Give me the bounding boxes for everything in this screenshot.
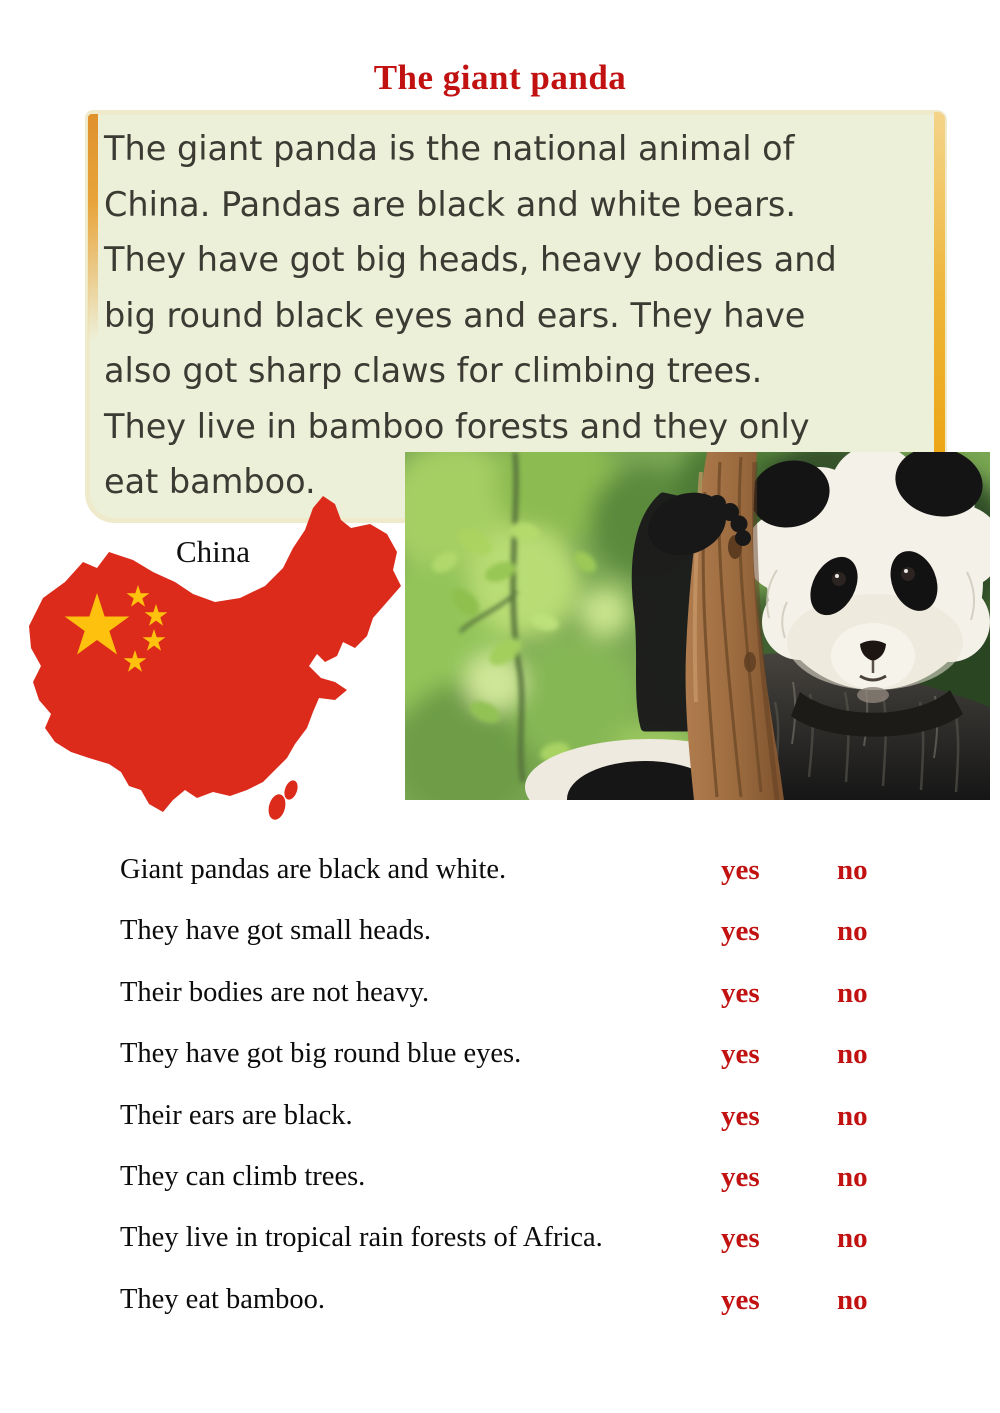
question-text: They live in tropical rain forests of Africa.	[120, 1222, 603, 1254]
question-row	[120, 1034, 920, 1095]
page-title: The giant panda	[373, 58, 627, 97]
china-map-label: China	[176, 534, 251, 569]
answer-no[interactable]: no	[837, 1283, 868, 1316]
answer-yes[interactable]: yes	[721, 1038, 760, 1071]
question-row	[120, 911, 920, 972]
questions-list	[120, 850, 920, 1341]
passage-line: eat bamboo.	[104, 462, 316, 501]
question-text: They have got small heads.	[120, 915, 432, 947]
question-text: They eat bamboo.	[120, 1283, 325, 1315]
question-row	[120, 1218, 920, 1279]
hainan-island	[266, 792, 288, 820]
question-text: Giant pandas are black and white.	[120, 854, 507, 885]
question-row	[120, 850, 920, 911]
answer-no[interactable]: no	[837, 1099, 868, 1132]
answer-yes[interactable]: yes	[721, 1099, 760, 1132]
answer-no[interactable]: no	[837, 854, 868, 886]
question-row	[120, 1096, 920, 1157]
answer-yes[interactable]: yes	[721, 1160, 760, 1193]
question-text: They have got big round blue eyes.	[120, 1038, 522, 1070]
passage-line: They live in bamboo forests and they only	[104, 406, 810, 446]
answer-yes[interactable]: yes	[721, 915, 760, 948]
passage-line: China. Pandas are black and white bears.	[104, 184, 797, 224]
answer-yes[interactable]: yes	[721, 854, 760, 886]
passage-line: also got sharp claws for climbing trees.	[104, 351, 763, 390]
passage-line: The giant panda is the national animal of	[104, 129, 795, 168]
question-row	[120, 973, 920, 1034]
answer-no[interactable]: no	[837, 915, 868, 948]
passage-line: They have got big heads, heavy bodies and	[104, 240, 837, 279]
question-row	[120, 1157, 920, 1218]
taiwan-island	[282, 779, 300, 802]
question-text: Their ears are black.	[120, 1099, 353, 1131]
passage-line: big round black eyes and ears. They have	[104, 295, 806, 335]
box-left-accent	[88, 114, 98, 340]
answer-no[interactable]: no	[837, 976, 868, 1009]
answer-yes[interactable]: yes	[721, 976, 760, 1009]
answer-no[interactable]: no	[837, 1160, 868, 1193]
answer-no[interactable]: no	[837, 1222, 868, 1255]
panda-eye-right	[901, 567, 915, 581]
question-text: They can climb trees.	[120, 1160, 366, 1192]
question-row	[120, 1280, 920, 1341]
answer-yes[interactable]: yes	[721, 1283, 760, 1316]
panda-photo	[405, 452, 990, 800]
panda-eye-left	[832, 572, 846, 586]
answer-no[interactable]: no	[837, 1038, 868, 1071]
answer-yes[interactable]: yes	[721, 1222, 760, 1255]
question-text: Their bodies are not heavy.	[120, 976, 430, 1008]
